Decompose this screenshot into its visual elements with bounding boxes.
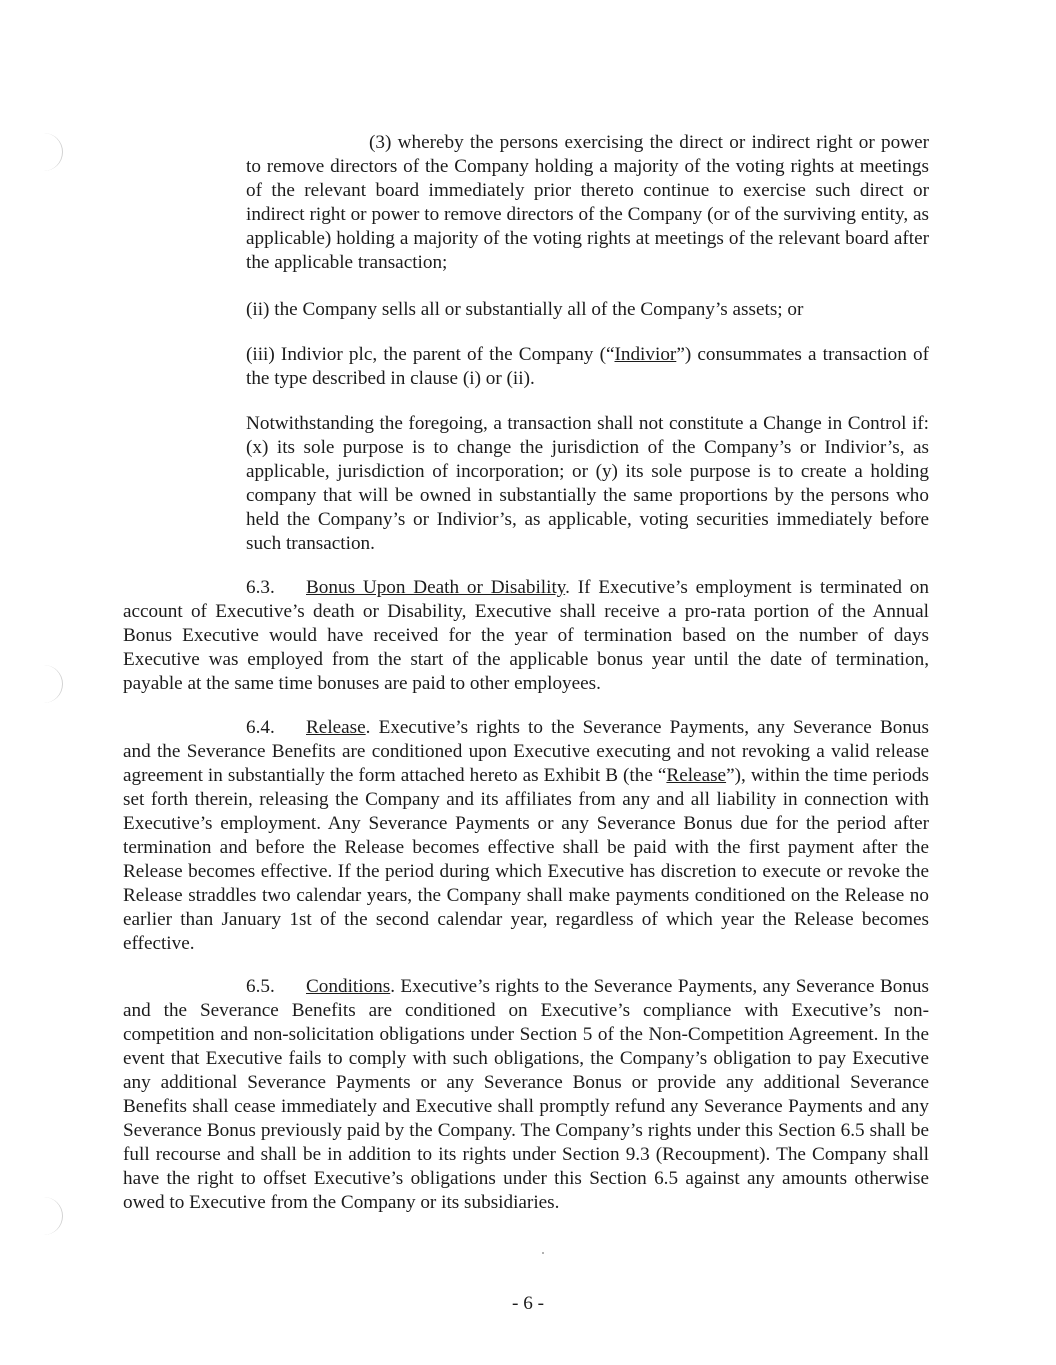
binder-hole-mark: [40, 133, 63, 171]
section-6-3-number: 6.3.: [246, 577, 275, 598]
section-6-4-body-a: . Executive’s rights to the Severance Payments, any Severance Bonus and the Severance Benefits are conditioned upon Executive executing and not revoking a valid release agreement in substantially the form attached hereto as Exhibit B (the “: [123, 717, 929, 786]
section-6-4-body-b: ”), within the time periods set forth therein, releasing the Company and its affiliates from any and all liability in connection with Executive’s employment. Any Severance Payments or any Severance Bonus due for the period after termination and before the Release becomes effective shall be paid with the first payment after the Release becomes effective. If the period during which Executive has discretion to execute or revoke the Release straddles two calendar years, the Company shall make payments conditioned on the Release no earlier than January 1st of the second calendar year, regardless of which year the Release becomes effective.: [123, 765, 929, 954]
section-6-5-body: . Executive’s rights to the Severance Payments, any Severance Bonus and the Severance Benefits are conditioned on Executive’s compliance with Executive’s non-competition and non-solicitation obligations under Section 5 of the Non-Competition Agreement. In the event that Executive fails to comply with such obligations, the Company’s obligation to pay Executive any additional Severance Payments or any Severance Bonus or provide any additional Severance Benefits shall cease immediately and Executive shall promptly refund any Severance Payments and any Severance Bonus previously paid by the Company. The Company’s rights under this Section 6.5 shall be full recourse and shall be in addition to its rights under Section 9.3 (Recoupment). The Company shall have the right to offset Executive’s obligations under this Section 6.5 against any amounts otherwise owed to Executive from the Company or its subsidiaries.: [123, 976, 929, 1213]
section-6-3-body: . If Executive’s employment is terminated on account of Executive’s death or Disability, Executive shall receive a pro-rata portion of the Annual Bonus Executive would have received for the year of termination based on the number of days Executive was employed from the start of the applicable bonus year until the date of termination, payable at the same time bonuses are paid to other employees.: [123, 577, 929, 694]
section-6-4-heading: Release: [306, 717, 366, 738]
clause-ii-paragraph: (ii) the Company sells all or substantially all of the Company’s assets; or: [246, 299, 804, 320]
section-6-5-paragraph: [123, 975, 929, 1215]
clause-3-paragraph: (3) whereby the persons exercising the direct or indirect right or power to remove directors of the Company holding a majority of the voting rights at meetings of the relevant board immediately prior thereto continue to exercise such direct or indirect right or power to remove directors of the Company (or of the surviving entity, as applicable) holding a majority of the voting rights at meetings of the relevant board after the applicable transaction;: [246, 132, 929, 273]
section-6-3-paragraph: [123, 576, 929, 696]
section-6-4-number: 6.4.: [246, 717, 275, 738]
section-6-5-heading: Conditions: [306, 976, 391, 997]
scan-speck: [542, 1252, 544, 1254]
section-6-4-paragraph: [123, 716, 929, 956]
binder-hole-mark: [40, 1197, 63, 1235]
indivior-defined-term: Indivior: [614, 344, 677, 365]
clause-iii-paragraph: [246, 343, 929, 391]
section-6-5-number: 6.5.: [246, 976, 275, 997]
notwithstanding-paragraph: Notwithstanding the foregoing, a transaction shall not constitute a Change in Control if: (x) its sole purpose is to change the jurisdiction of the Company’s or Indivior’s, as applicable, jurisdiction of incorporation; or (y) its sole purpose is to create a holding company that will be owned in substantially the same proportions by the persons who held the Company’s or Indivior’s, as applicable, voting securities immediately before such transaction.: [246, 413, 929, 554]
clause-iii-suffix: ”) consummates a transaction of the type described in clause (i) or (ii).: [246, 344, 930, 389]
section-6-3-heading: Bonus Upon Death or Disability: [306, 577, 566, 598]
release-defined-term: Release: [666, 765, 727, 786]
clause-iii-prefix: (iii) Indivior plc, the parent of the Company (“: [246, 344, 615, 365]
binder-hole-mark: [40, 665, 63, 703]
page-number: - 6 -: [512, 1293, 544, 1314]
